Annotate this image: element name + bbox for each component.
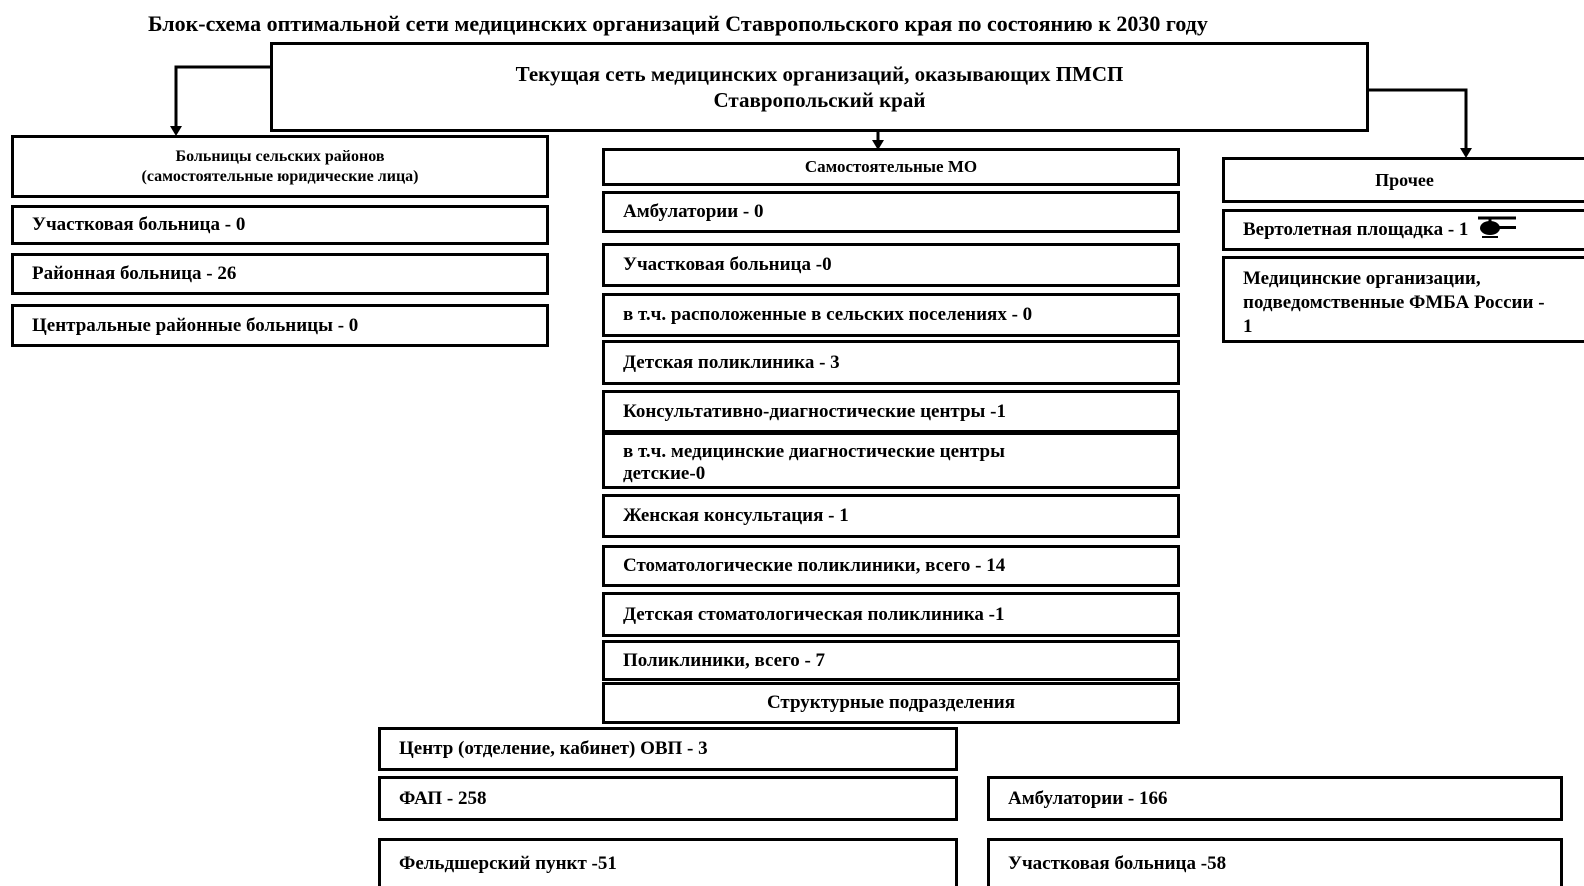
middle-item-box: Женская консультация - 1 — [602, 494, 1180, 538]
helipad-box — [1222, 209, 1584, 251]
diagram-title: Блок-схема оптимальной сети медицинских организаций Ставропольского края по состоянию к 2030 году — [148, 11, 1208, 36]
middle-item-box: Детская стоматологическая поликлиника -1 — [602, 592, 1180, 637]
left-header-box — [11, 135, 549, 198]
middle-item-box: Консультативно-диагностические центры -1 — [602, 390, 1180, 433]
structural-units-box: Структурные подразделения — [602, 682, 1180, 724]
middle-item-box: Амбулатории - 0 — [602, 191, 1180, 233]
helipad-label: Вертолетная площадка - 1 — [1243, 219, 1469, 240]
left-item-box: Районная больница - 26 — [11, 253, 549, 295]
middle-item-box: в т.ч. расположенные в сельских поселениях - 0 — [602, 293, 1180, 337]
bottom-right-item-box: Участковая больница -58 — [987, 838, 1563, 886]
right-header-box: Прочее — [1222, 157, 1584, 203]
top-box-line2: Ставропольский край — [713, 88, 926, 112]
top-box-line1: Текущая сеть медицинских организаций, оказывающих ПМСП — [515, 62, 1124, 86]
middle-header-box: Самостоятельные МО — [602, 148, 1180, 186]
bottom-left-item-box: Центр (отделение, кабинет) ОВП - 3 — [378, 727, 958, 771]
bottom-left-item-box: ФАП - 258 — [378, 776, 958, 821]
left-header-line2: (самостоятельные юридические лица) — [141, 167, 419, 185]
middle-item-box: Поликлиники, всего - 7 — [602, 640, 1180, 681]
left-item-box: Центральные районные больницы - 0 — [11, 304, 549, 347]
middle-item-box: в т.ч. медицинские диагностические центры детские-0 — [602, 432, 1180, 489]
bottom-right-item-box: Амбулатории - 166 — [987, 776, 1563, 821]
helicopter-icon — [1474, 214, 1518, 246]
left-header-line1: Больницы сельских районов — [175, 147, 385, 165]
middle-item-box: Участковая больница -0 — [602, 243, 1180, 287]
top-box — [270, 42, 1369, 132]
left-item-box: Участковая больница - 0 — [11, 205, 549, 245]
bottom-left-item-box: Фельдшерский пункт -51 — [378, 838, 958, 886]
middle-item-box: Детская поликлиника - 3 — [602, 340, 1180, 385]
middle-item-box: Стоматологические поликлиники, всего - 14 — [602, 545, 1180, 587]
fmba-box: Медицинские организации, подведомственные ФМБА России - 1 — [1222, 256, 1584, 343]
